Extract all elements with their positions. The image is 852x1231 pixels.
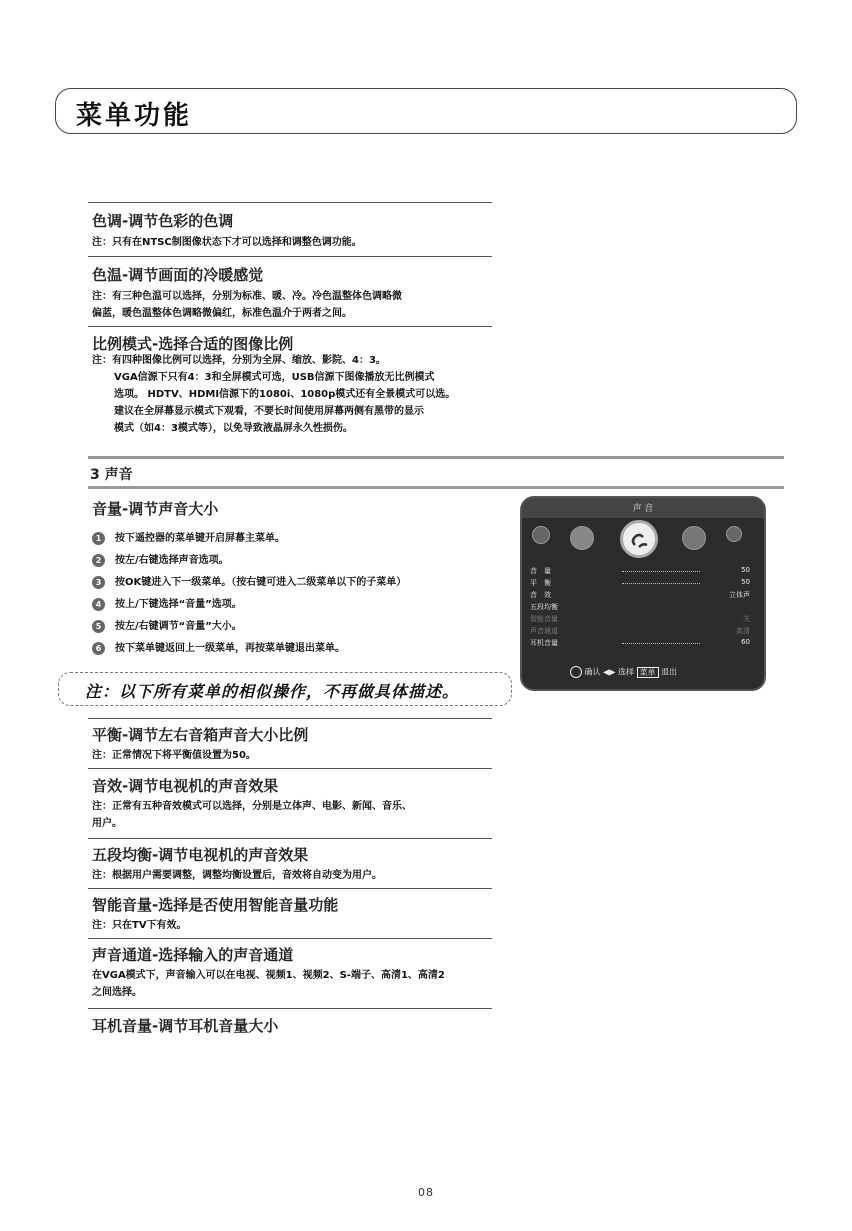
- divider: [88, 838, 492, 839]
- divider: [88, 938, 492, 939]
- step-item: 3 按OK键进入下一级菜单。（按右键可进入二级菜单以下的子菜单）: [92, 573, 406, 589]
- screen-icon: [682, 526, 706, 550]
- page-title: 菜单功能: [76, 101, 193, 131]
- callout-text: 注：以下所有菜单的相似操作，不再做具体描述。: [85, 682, 460, 701]
- tv-menu-title: 声 音: [632, 504, 654, 514]
- item-title: 耳机音量-调节耳机音量大小: [92, 1017, 279, 1035]
- tv-row-volume: 音 量 50: [530, 566, 750, 575]
- tv-row-headphone: 耳机音量 60: [530, 638, 750, 647]
- note-callout: [58, 672, 512, 706]
- divider: [88, 202, 492, 203]
- divider: [88, 888, 492, 889]
- section-heading: 3 声音: [90, 467, 133, 483]
- item-note: 在VGA模式下，声音输入可以在电视、视频1、视频2、S-端子、高清1、高清2 之间选择。: [92, 970, 445, 998]
- item-title: 声音通道-选择输入的声音通道: [92, 946, 294, 964]
- volume-title: 音量-调节声音大小: [92, 500, 219, 518]
- ok-icon: [570, 666, 582, 678]
- section-divider: [88, 486, 784, 489]
- item-note: 注：只在TV下有效。: [92, 920, 187, 931]
- item-note: 注：正常情况下将平衡值设置为50。: [92, 750, 256, 761]
- item-note: 注：只有在NTSC制图像状态下才可以选择和调整色调功能。: [92, 237, 362, 248]
- item-title: 五段均衡-调节电视机的声音效果: [92, 846, 309, 864]
- item-note: 注：有四种图像比例可以选择，分别为全屏、缩放、影院、4：3。 VGA信源下只有4：3和全屏模式可选，USB信源下图像播放无比例模式 选项。 HDTV、HDMI信源下的1080i、1080p模式还有全景模式可以选。 建议在全屏幕显示模式下观看，不要长时间使用屏幕两侧有黑带的显示 模式（如4：3模式等），以免导致液晶屏永久性损伤。: [92, 355, 456, 434]
- item-title: 色温-调节画面的冷暖感觉: [92, 266, 264, 284]
- step-item: 5 按左/右键调节“音量”大小。: [92, 617, 242, 633]
- divider: [88, 718, 492, 719]
- tv-row-equalizer: 五段均衡: [530, 603, 558, 611]
- item-title: 音效-调节电视机的声音效果: [92, 777, 279, 795]
- item-title: 色调-调节色彩的色调: [92, 212, 234, 230]
- settings-icon: [726, 526, 742, 542]
- item-note: 注：有三种色温可以选择，分别为标准、暖、冷。冷色温整体色调略微 偏蓝，暖色温整体色调略微偏红，标准色温介于两者之间。: [92, 291, 402, 319]
- tv-row-channel: 声音通道 高清: [530, 627, 750, 635]
- item-note: 注：根据用户需要调整，调整均衡设置后，音效将自动变为用户。: [92, 870, 382, 881]
- page-number: 08: [418, 1186, 434, 1199]
- step-item: 6 按下菜单键返回上一级菜单，再按菜单键退出菜单。: [92, 639, 345, 655]
- divider: [88, 256, 492, 257]
- picture-menu-icon: [532, 526, 550, 544]
- divider: [88, 326, 492, 327]
- navigate-icon: ◀▶: [603, 667, 616, 677]
- tv-row-auto-volume: 智能音量 关: [530, 615, 750, 623]
- tv-row-balance: 平 衡 50: [530, 578, 750, 587]
- step-item: 4 按上/下键选择“音量”选项。: [92, 595, 242, 611]
- section-divider: [88, 456, 784, 459]
- tv-row-effect: 音 效 立体声: [530, 591, 750, 599]
- sound-note-icon: [620, 520, 658, 558]
- tv-menu-header: [522, 498, 764, 518]
- tv-menu-footer: 确认 ◀▶ 选择 菜单 退出: [570, 666, 677, 678]
- step-item: 1 按下遥控器的菜单键开启屏幕主菜单。: [92, 529, 285, 545]
- item-title: 比例模式-选择合适的图像比例: [92, 335, 294, 353]
- step-item: 2 按左/右键选择声音选项。: [92, 551, 229, 567]
- divider: [88, 1008, 492, 1009]
- gear-icon: [570, 526, 594, 550]
- divider: [88, 768, 492, 769]
- item-title: 平衡-调节左右音箱声音大小比例: [92, 726, 309, 744]
- page-header: [55, 88, 797, 134]
- item-note: 注：正常有五种音效模式可以选择，分别是立体声、电影、新闻、音乐、 用户。: [92, 801, 412, 829]
- tv-sound-menu: [520, 496, 766, 691]
- item-title: 智能音量-选择是否使用智能音量功能: [92, 896, 339, 914]
